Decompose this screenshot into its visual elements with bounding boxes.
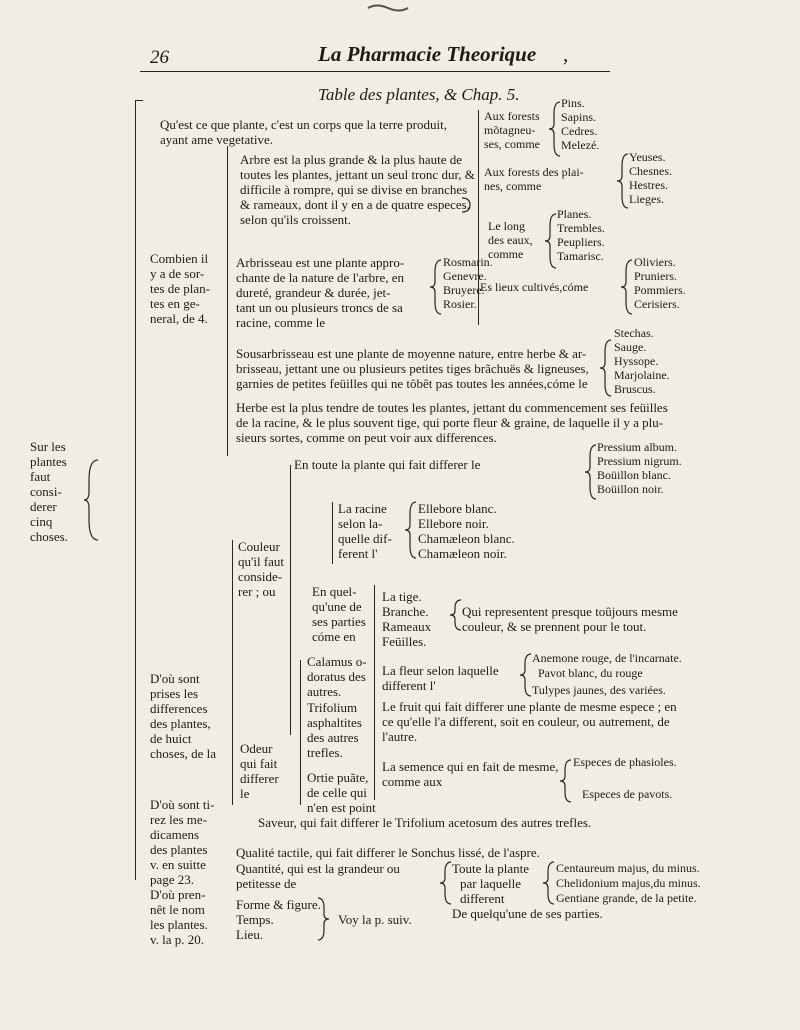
semence-line: comme aux [382, 774, 443, 789]
col1-line: dicamens [150, 827, 200, 842]
couleur-line: conside- [238, 569, 283, 584]
odeur-example: Trifolium [307, 700, 358, 715]
odeur-line: Odeur [240, 741, 273, 756]
col1-line: des plantes, [150, 716, 211, 731]
col1-line: rez les me- [150, 812, 208, 827]
col1-line: des plantes [150, 842, 208, 857]
example-name: Rosier. [443, 297, 477, 311]
saveur-line: Saveur, qui fait differer le Trifolium acetosum des autres trefles. [258, 815, 592, 830]
diff-header: En toute la plante qui fait differer le [294, 457, 481, 472]
fruit-line: ce qu'elle l'a different, soit en couleur, ou autrement, de [382, 714, 670, 729]
arbre-brace [460, 198, 472, 212]
arbrisseau-line: Arbrisseau est une plante appro- [236, 255, 405, 270]
arbrisseau-line: tant un ou plusieurs troncs de sa [236, 300, 403, 315]
example-name: Especes de pavots. [582, 787, 673, 801]
forme-line: Temps. [236, 912, 274, 927]
example-name: Chamæleon noir. [418, 546, 507, 561]
example-name: Hyssope. [614, 354, 659, 368]
margin-line: cinq [30, 514, 53, 529]
species-name: Lieges. [629, 192, 664, 206]
example-name: Sauge. [614, 340, 647, 354]
group3-brace [545, 212, 557, 270]
col1-line: nêt le nom [150, 902, 205, 917]
racine-line: quelle dif- [338, 531, 392, 546]
sousarbrisseau-line: garnies de petites feüilles qui ne tôbêt pas toutes les années,cóme le [236, 376, 588, 391]
col1-line: page 23. [150, 872, 195, 887]
species-name: Trembles. [557, 221, 605, 235]
species-name: Peupliers. [557, 235, 605, 249]
intro-line: ayant ame vegetative. [160, 132, 273, 147]
example-name: Especes de phasioles. [573, 755, 677, 769]
quantite-option: Toute la plante [452, 861, 530, 876]
herbe-line: de la racine, & le plus souvent tige, qui porte fleur & graine, de laquelle il y a plu- [236, 415, 664, 430]
quantite-brace [440, 860, 452, 906]
group1-brace [549, 100, 561, 158]
forme-line: Forme & figure. [236, 897, 321, 912]
parts-bracket-line [374, 585, 375, 800]
example-name: Stechas. [614, 326, 654, 340]
example-name: Anemone rouge, de l'incarnate. [532, 651, 682, 665]
example-name: Pressium album. [597, 440, 677, 454]
racine-line: La racine [338, 501, 387, 516]
pressium-brace [585, 443, 597, 501]
col1-line: tes en ge- [150, 296, 200, 311]
enquelque-line: qu'une de [312, 599, 362, 614]
racine-bracket-line [332, 502, 333, 564]
racine-brace [405, 500, 417, 560]
species-name: Cerisiers. [634, 297, 680, 311]
species-name: Sapins. [561, 110, 597, 124]
racine-line: selon la- [338, 516, 383, 531]
arbre-line: Arbre est la plus grande & la plus haute de [240, 152, 463, 167]
quantite-line: Quantité, qui est la grandeur ou [236, 861, 400, 876]
group4-brace [621, 258, 633, 316]
example-name: Bruscus. [614, 382, 656, 396]
odeur-example: de celle qui [307, 785, 367, 800]
example-name: Chelidonium majus,du minus. [556, 876, 701, 890]
douont-bracket-line [232, 540, 233, 805]
intro-line: Qu'est ce que plante, c'est un corps que la terre produit, [160, 117, 447, 132]
odeur-example: autres. [307, 684, 342, 699]
arbrisseau-line: racine, comme le [236, 315, 326, 330]
species-name: Melezé. [561, 138, 600, 152]
example-name: Chamæleon blanc. [418, 531, 515, 546]
margin-line: plantes [30, 454, 67, 469]
margin-line: choses. [30, 529, 68, 544]
running-title: La Pharmacie Theorique [318, 42, 537, 66]
semence-line: La semence qui en fait de mesme, [382, 759, 559, 774]
species-name: Oliviers. [634, 255, 676, 269]
voy-suiv: Voy la p. suiv. [338, 912, 412, 927]
racine-line: ferent l' [338, 546, 378, 561]
col1-line: D'où sont ti- [150, 797, 215, 812]
species-name: Chesnes. [629, 164, 672, 178]
species-label: comme [488, 247, 524, 261]
species-name: Yeuses. [629, 150, 666, 164]
col1-line: y a de sor- [150, 266, 205, 281]
ornament-fleuron [366, 0, 410, 10]
semence-brace [560, 758, 572, 804]
fleur-brace [520, 652, 532, 698]
couleur-line: rer ; ou [238, 584, 276, 599]
col1-line: v. en suitte [150, 857, 206, 872]
species-label: mõtagneu- [484, 123, 536, 137]
col1-line: v. la p. 20. [150, 932, 205, 947]
col1-line: differences [150, 701, 208, 716]
odeur-line: le [240, 786, 250, 801]
col1-line: tes de plan- [150, 281, 210, 296]
species-label: Aux forests [484, 109, 540, 123]
col1-line: D'où sont [150, 671, 200, 686]
col1-line: D'où pren- [150, 887, 206, 902]
odeur-line: differer [240, 771, 279, 786]
odeur-example: trefles. [307, 745, 343, 760]
example-name: Ellebore noir. [418, 516, 489, 531]
species-name: Planes. [557, 207, 592, 221]
enquelque-line: ses parties [312, 614, 366, 629]
odeur-example: n'en est point [307, 800, 376, 815]
diff-bracket-line [290, 465, 291, 735]
quantite-option: different [460, 891, 505, 906]
quantite-line: petitesse de [236, 876, 297, 891]
arbre-line: toutes les plantes, jettant un seul tronc dur, & [240, 167, 475, 182]
example-name: Marjolaine. [614, 368, 670, 382]
species-name: Hestres. [629, 178, 668, 192]
arbrisseau-line: dureté, grandeur & durée, jet- [236, 285, 391, 300]
arbre-line: difficile à rompre, qui se divise en branches [240, 182, 468, 197]
species-label: nes, comme [484, 179, 542, 193]
margin-line: consi- [30, 484, 62, 499]
sousarbrisseau-line: Sousarbrisseau est une plante de moyenne nature, entre herbe & ar- [236, 346, 587, 361]
quantite-option: De quelqu'une de ses parties. [452, 906, 603, 921]
parts-note: couleur, & se prennent pour le tout. [462, 619, 647, 634]
qualite-line: Qualité tactile, qui fait differer le Sonchus lissé, de l'aspre. [236, 845, 540, 860]
odeur-example: Calamus o- [307, 654, 367, 669]
arbre-line: & rameaux, dont il y en a de quatre especes, [240, 197, 470, 212]
odeur-example: doratus des [307, 669, 366, 684]
odeur-example: des autres [307, 730, 359, 745]
species-name: Pins. [561, 96, 585, 110]
couleur-line: Couleur [238, 539, 280, 554]
odeur-bracket-line [300, 660, 301, 805]
species-name: Pommiers. [634, 283, 686, 297]
example-name: Boüillon noir. [597, 482, 664, 496]
example-name: Rosmarin. [443, 255, 493, 269]
margin-line: derer [30, 499, 57, 514]
part-name: Feüilles. [382, 634, 427, 649]
arbre-line: selon qu'ils croissent. [240, 212, 352, 227]
species-name: Pruniers. [634, 269, 677, 283]
species-name: Cedres. [561, 124, 598, 138]
herbe-line: Herbe est la plus tendre de toutes les plantes, jettant du commencement ses feüilles [236, 400, 668, 415]
example-name: Centaureum majus, du minus. [556, 861, 700, 875]
parts-note: Qui representent presque toûjours mesme [462, 604, 678, 619]
example-name: Pressium nigrum. [597, 454, 682, 468]
example-name: Tulypes jaunes, des variées. [532, 683, 666, 697]
species-label: Le long [488, 219, 525, 233]
forme-brace [316, 896, 328, 942]
odeur-line: qui fait [240, 756, 278, 771]
couleur-line: qu'il faut [238, 554, 285, 569]
example-name: Pavot blanc, du rouge [538, 666, 643, 680]
enquelque-line: En quel- [312, 584, 357, 599]
group2-brace [617, 152, 629, 210]
example-name: Gentiane grande, de la petite. [556, 891, 697, 905]
quantite-option: par laquelle [460, 876, 521, 891]
header-rule [140, 71, 610, 72]
col1-line: les plantes. [150, 917, 208, 932]
quantite-ex-brace [543, 860, 555, 906]
odeur-example: Ortie puãte, [307, 770, 369, 785]
part-name: Rameaux [382, 619, 432, 634]
species-label: des eaux, [488, 233, 533, 247]
fleur-line: La fleur selon laquelle [382, 663, 499, 678]
sousarbrisseau-line: brisseau, jettant une ou plusieurs petites tiges brãchuës & ligneuses, [236, 361, 589, 376]
example-name: Ellebore blanc. [418, 501, 497, 516]
fruit-line: l'autre. [382, 729, 418, 744]
running-title-punct: , [563, 42, 569, 66]
main-bracket-cap [135, 100, 143, 101]
species-label: ses, comme [484, 137, 540, 151]
fleur-line: different l' [382, 678, 436, 693]
col1-line: Combien il [150, 251, 209, 266]
col1-line: de huict [150, 731, 192, 746]
arbrisseau-line: chante de la nature de l'arbre, en [236, 270, 404, 285]
col1-line: choses, de la [150, 746, 217, 761]
combien-bracket-line [227, 146, 228, 456]
species-label: Aux forests des plai- [484, 165, 584, 179]
enquelque-line: cóme en [312, 629, 356, 644]
example-name: Boüillon blanc. [597, 468, 671, 482]
species-label: Es lieux cultivés,cóme [480, 280, 589, 294]
col1-line: neral, de 4. [150, 311, 208, 326]
page-number: 26 [150, 47, 169, 68]
parts-brace [450, 598, 462, 632]
fruit-line: Le fruit qui fait differer une plante de mesme espece ; en [382, 699, 677, 714]
species-name: Tamarisc. [557, 249, 604, 263]
col1-line: prises les [150, 686, 199, 701]
odeur-example: asphaltites [307, 715, 362, 730]
main-bracket-line [135, 100, 136, 880]
margin-line: Sur les [30, 439, 66, 454]
margin-brace [86, 460, 100, 540]
herbe-line: sieurs sortes, comme on peut voir aux differences. [236, 430, 497, 445]
example-name: Genevre. [443, 269, 487, 283]
part-name: La tige. [382, 589, 422, 604]
table-subtitle: Table des plantes, & Chap. 5. [318, 85, 520, 104]
arbrisseau-brace [430, 258, 442, 316]
forme-line: Lieu. [236, 927, 264, 942]
margin-line: faut [30, 469, 51, 484]
example-name: Bruyere. [443, 283, 485, 297]
sousarbrisseau-brace [600, 338, 612, 398]
part-name: Branche. [382, 604, 429, 619]
